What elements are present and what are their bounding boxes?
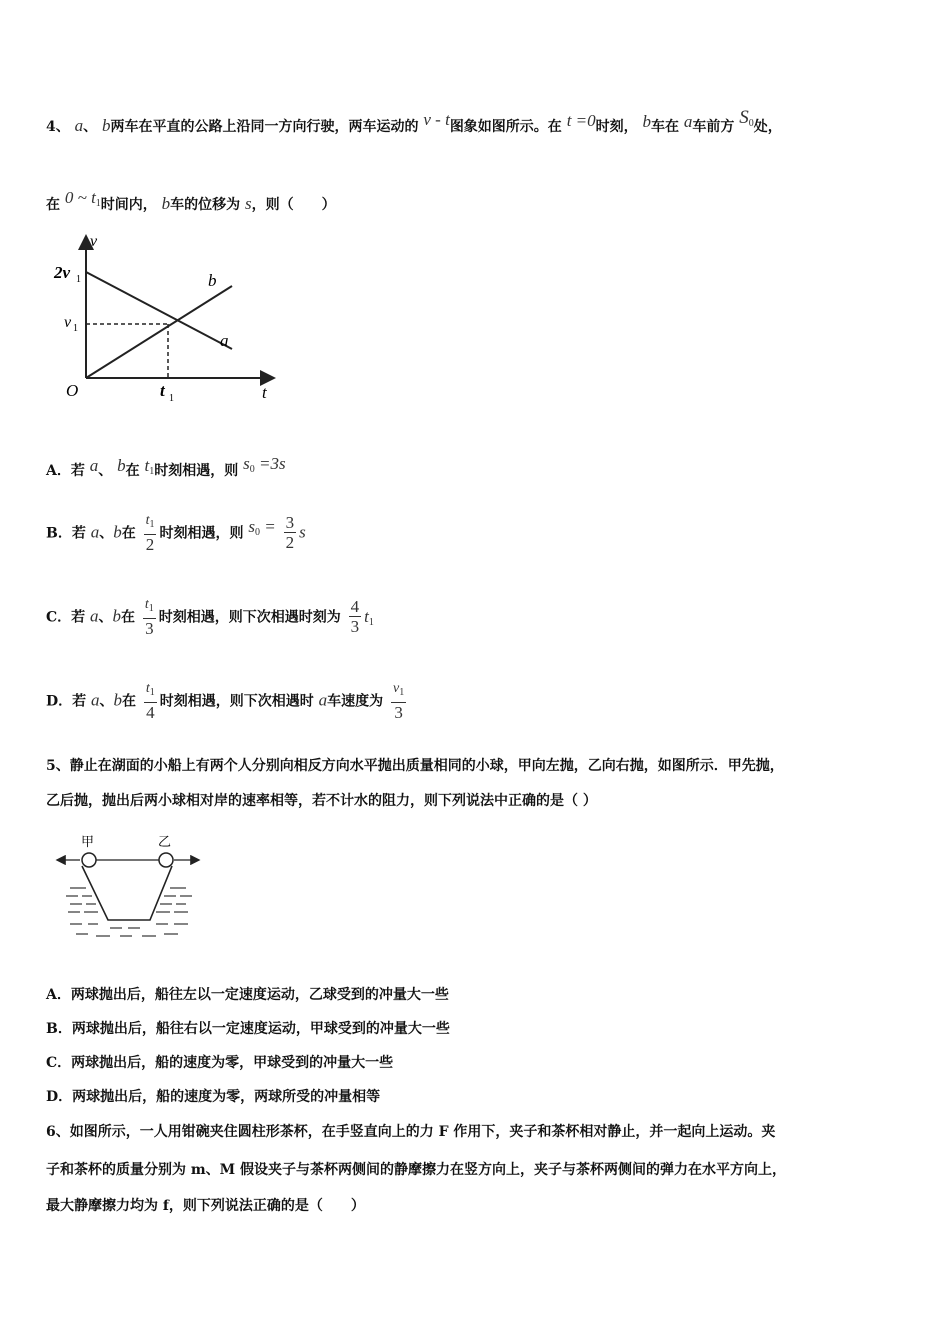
label-v1: v [64, 314, 72, 331]
var-a: a [74, 116, 84, 135]
q4-option-a[interactable]: A．若 a、 b在 $t_1$时刻相遇，则 $s_0 =3s$ [46, 454, 286, 479]
time-range: 0 ~ $t_1$ [64, 188, 101, 209]
q5-option-a[interactable]: A．两球抛出后，船往左以一定速度运动，乙球受到的冲量大一些 [46, 987, 449, 1003]
q5-line-1: 5、静止在湖面的小船上有两个人分别向相反方向水平抛出质量相同的小球，甲向左抛，乙向右抛，如图所示．甲先抛， [46, 758, 784, 774]
q6-line-3: 最大静摩擦力均为 f，则下列说法正确的是（ ） [46, 1198, 365, 1214]
line-b [86, 286, 232, 378]
label-2v1: 2v [54, 263, 71, 282]
q5-option-c[interactable]: C．两球抛出后，船的速度为零，甲球受到的冲量大一些 [46, 1055, 394, 1071]
q6-line-2: 子和茶杯的质量分别为 m、M 假设夹子与茶杯两侧间的静摩擦力在竖方向上，夹子与茶杯两侧间的弹力在水平方向上， [46, 1162, 787, 1178]
label-t1: t [160, 381, 165, 400]
label-jia: 甲 [81, 834, 95, 849]
s0-symbol: $S_0$ [739, 107, 754, 129]
label-a: a [220, 331, 229, 350]
svg-text:1: 1 [73, 323, 78, 334]
q4-line-1: 4、 a、 b两车在平直的公路上沿同一方向行驶，两车运动的 v - t图象如图所示。在 t =0时刻， b车在 a车前方 $S_0$处， [46, 107, 782, 135]
q5-line-2: 乙后抛，抛出后两小球相对岸的速率相等，若不计水的阻力，则下列说法中正确的是（ ） [46, 793, 597, 809]
label-v: v [90, 233, 98, 250]
svg-text:1: 1 [169, 393, 174, 404]
vt-expression: v - t [423, 110, 450, 129]
q6-line-1: 6、如图所示，一人用钳碗夹住圆柱形茶杯，在手竖直向上的力 F 作用下，夹子和茶杯相对静止，并一起向上运动。夹 [46, 1124, 776, 1140]
boat-figure [52, 832, 212, 944]
q4-option-d[interactable]: D．若 a、b在 $\frac{t_1}{4}$ 时刻相遇，则下次相遇时 a车速度为 $\frac{v_1}{3}$ [46, 681, 405, 722]
label-t: t [262, 383, 267, 402]
var-s: s [245, 194, 252, 213]
water [66, 888, 192, 936]
q4-option-c[interactable]: C．若 a、b在 $\frac{t_1}{3}$ 时刻相遇，则下次相遇时刻为 $\frac{4}{3}$ $t_1$ [46, 597, 374, 638]
t-eq-zero: t =0 [566, 111, 596, 130]
q4-number: 4、 [46, 119, 70, 135]
q5-option-b[interactable]: B．两球抛出后，船往右以一定速度运动，甲球受到的冲量大一些 [46, 1021, 450, 1037]
svg-text:1: 1 [76, 274, 81, 285]
q4-option-b[interactable]: B．若 a、b在 $\frac{t_1}{2}$ 时刻相遇，则 $s_0$ = $\frac{3}{2}$ s [46, 513, 306, 554]
label-b: b [208, 271, 217, 290]
q4-line-2: 在 0 ~ $t_1$时间内， b车的位移为 s，则（ ） [46, 188, 336, 213]
vt-graph [50, 228, 290, 408]
q5-option-d[interactable]: D．两球抛出后，船的速度为零，两球所受的冲量相等 [46, 1089, 381, 1105]
ball-jia [82, 853, 96, 867]
fraction-t1-2: $\frac{t_1}{2}$ [145, 513, 155, 554]
label-origin: O [66, 381, 79, 400]
var-b: b [102, 116, 111, 135]
ball-yi [159, 853, 173, 867]
label-yi: 乙 [158, 834, 172, 849]
